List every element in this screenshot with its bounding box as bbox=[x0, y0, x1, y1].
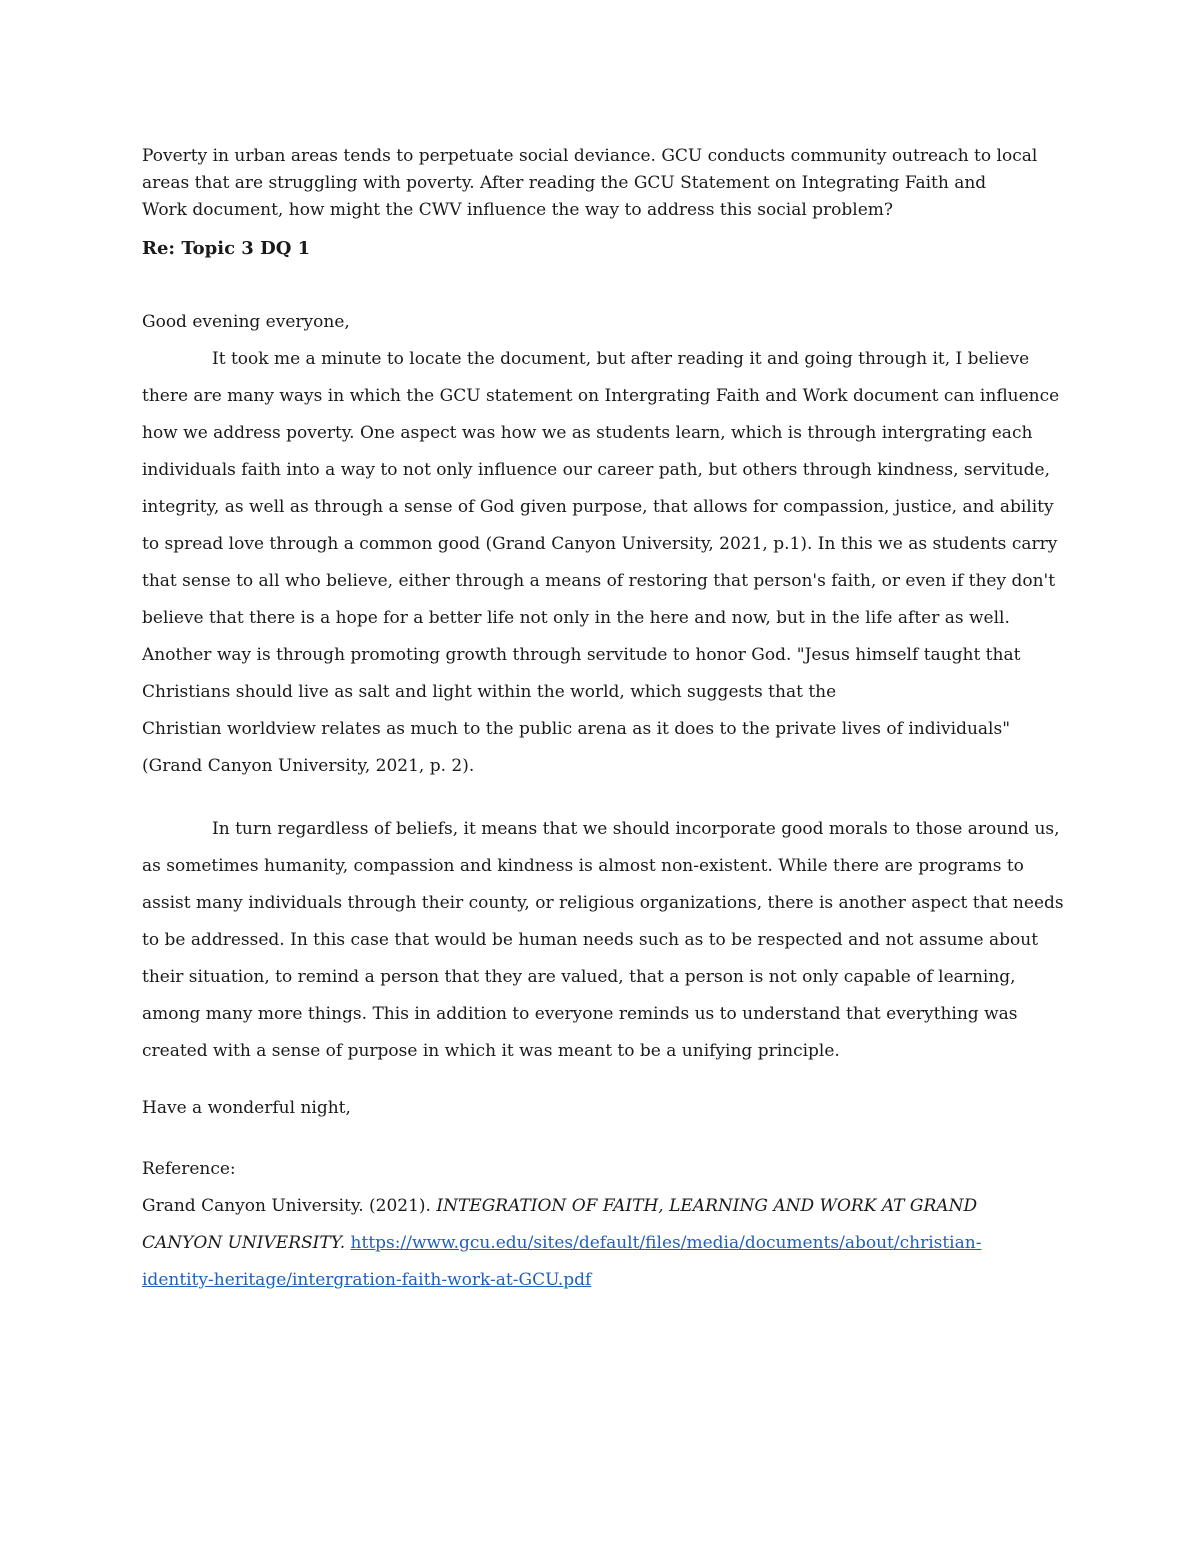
discussion-prompt bbox=[142, 143, 1082, 224]
prompt-line: areas that are struggling with poverty. After reading the GCU Statement on Integrating Faith and bbox=[142, 173, 987, 193]
reference-label: Reference: bbox=[142, 1159, 236, 1179]
reference-url-link[interactable]: https://www.gcu.edu/sites/default/files/media/documents/about/christian- bbox=[350, 1233, 982, 1253]
paragraph-1 bbox=[142, 341, 1082, 785]
paragraph-line: Christian worldview relates as much to the public arena as it does to the private lives of individuals" bbox=[142, 719, 1011, 739]
paragraph-line: among many more things. This in addition to everyone reminds us to understand that everything was bbox=[142, 1004, 1018, 1024]
prompt-line: Poverty in urban areas tends to perpetuate social deviance. GCU conducts community outreach to local bbox=[142, 146, 1038, 166]
paragraph-line: It took me a minute to locate the document, but after reading it and going through it, I believe bbox=[212, 349, 1030, 369]
reference-author-year: Grand Canyon University. (2021). bbox=[142, 1196, 437, 1216]
paragraph-line: believe that there is a hope for a better life not only in the here and now, but in the life after as well. bbox=[142, 608, 1010, 628]
paragraph-line: created with a sense of purpose in which it was meant to be a unifying principle. bbox=[142, 1041, 840, 1061]
closing-line: Have a wonderful night, bbox=[142, 1098, 351, 1118]
paragraph-line: assist many individuals through their county, or religious organizations, there is another aspect that needs bbox=[142, 893, 1064, 913]
reference-line bbox=[142, 1225, 1082, 1262]
paragraph-line: how we address poverty. One aspect was how we as students learn, which is through intergrating each bbox=[142, 423, 1033, 443]
reference-url-link[interactable]: identity-heritage/intergration-faith-work-at-GCU.pdf bbox=[142, 1270, 592, 1290]
reference-title: INTEGRATION OF FAITH, LEARNING AND WORK AT GRAND bbox=[436, 1196, 978, 1216]
paragraph-line: Christians should live as salt and light within the world, which suggests that the bbox=[142, 682, 837, 702]
paragraph-line: their situation, to remind a person that they are valued, that a person is not only capable of learning, bbox=[142, 967, 1016, 987]
paragraph-line: integrity, as well as through a sense of God given purpose, that allows for compassion, justice, and ability bbox=[142, 497, 1054, 517]
reference-title: CANYON UNIVERSITY. bbox=[142, 1233, 346, 1253]
paragraph-line: to spread love through a common good (Grand Canyon University, 2021, p.1). In this we as students carry bbox=[142, 534, 1058, 554]
reference-line bbox=[142, 1188, 1082, 1225]
paragraph-line: there are many ways in which the GCU statement on Intergrating Faith and Work document can influence bbox=[142, 386, 1060, 406]
paragraph-line: that sense to all who believe, either through a means of restoring that person's faith, or even if they don't bbox=[142, 571, 1056, 591]
paragraph-line: In turn regardless of beliefs, it means that we should incorporate good morals to those around us, bbox=[212, 819, 1060, 839]
paragraph-line: (Grand Canyon University, 2021, p. 2). bbox=[142, 756, 475, 776]
paragraph-line: as sometimes humanity, compassion and kindness is almost non-existent. While there are programs to bbox=[142, 856, 1024, 876]
paragraph-line: Another way is through promoting growth through servitude to honor God. "Jesus himself taught that bbox=[142, 645, 1021, 665]
reference-line bbox=[142, 1262, 1082, 1299]
prompt-line: Work document, how might the CWV influence the way to address this social problem? bbox=[142, 200, 894, 220]
greeting: Good evening everyone, bbox=[142, 312, 350, 332]
reply-heading: Re: Topic 3 DQ 1 bbox=[142, 238, 311, 259]
paragraph-line: individuals faith into a way to not only influence our career path, but others through kindness, servitude, bbox=[142, 460, 1050, 480]
paragraph-line: to be addressed. In this case that would be human needs such as to be respected and not assume about bbox=[142, 930, 1039, 950]
paragraph-2 bbox=[142, 811, 1082, 1070]
reference-entry bbox=[142, 1188, 1082, 1299]
